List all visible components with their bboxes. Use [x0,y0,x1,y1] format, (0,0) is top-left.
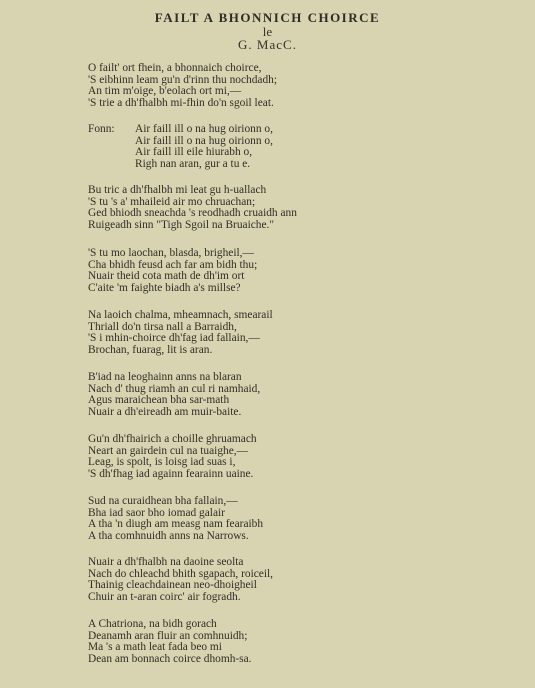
verse-line: Deanamh aran fluir an comhnuidh; [88,629,248,642]
verse-line: Dean am bonnach coirce dhomh-sa. [88,653,252,666]
verse-line: Nuair a dh'eireadh am muir-baite. [88,406,242,419]
verse-line: C'aite 'm faighte biadh a's millse? [88,282,241,295]
verse-line: Bha iad saor bho iomad galair [88,506,225,519]
verse-line: 'S tu mo laochan, blasda, brigheil,— [88,247,254,259]
stanza-5 [88,310,528,357]
verse-line: Chuir an t-aran coirc' air fogradh. [88,591,241,604]
verse-line: Cha bhidh feusd ach far am bidh thu; [88,258,258,271]
verse-line: Nach do chleachd bhith sgapach, roiceil, [88,567,274,580]
verse-line: 'S dh'fhag iad againn fearainn uaine. [88,468,254,481]
verse-line: An tim m'oige, b'eolach ort mi,— [88,85,242,98]
stanza-10 [88,619,528,666]
verse-line: Bu tric a dh'fhalbh mi leat gu h-uallach [88,184,267,196]
verse-line: B'iad na leoghainn anns na blaran [88,371,242,383]
verse-line: Brochan, fuarag, lit is aran. [88,344,213,357]
verse-line: Ged bhiodh sneachda 's reodhadh cruaidh ann [88,207,297,220]
verse-line: Nuair a dh'fhalbh na daoine seolta [88,556,244,568]
verse-line: A tha comhnuidh anns na Narrows. [88,530,249,543]
poem-title: FAILT A BHONNICH CHOIRCE [154,10,381,25]
verse-line: 'S tu 's a' mhaileid air mo chruachan; [88,195,256,208]
verse-line: Fonn: Air faill ill o na hug oirionn o, [88,123,273,135]
verse-line: Thainig cleachdainean neo-dhoigheil [88,579,257,592]
verse-line: 'S eibhinn leam gu'n d'rinn thu nochdadh; [88,73,278,86]
verse-line: Ruigeadh sinn "Tigh Sgoil na Bruaiche." [88,219,275,232]
stanza-4 [88,248,528,295]
stanza-3 [88,185,528,232]
verse-line: Agus maraichean bha sar-math [88,394,230,407]
chorus [88,124,528,171]
verse-line: Ma 's a math leat fada beo mi [88,641,222,654]
chorus-label: Fonn: [88,123,115,135]
verse-line: Na laoich chalma, mheamnach, smearail [88,309,273,321]
verse-line: Sud na curaidhean bha fallain,— [88,495,238,507]
verse-line: A Chatriona, na bidh gorach [88,618,217,630]
poem-author: G. MacC. [238,37,297,52]
verse-line: Air faill ill eile hiurabh o, [135,146,253,159]
stanza-6 [88,372,528,419]
verse-line: Nuair theid cota math de dh'im ort [88,270,245,283]
verse-line: Nach d' thug riamh an cul ri namhaid, [88,382,261,395]
verse-line: 'S i mhin-choirce dh'fag iad fallain,— [88,332,260,345]
verse-line: A tha 'n diugh am measg nam fearaibh [88,518,264,531]
verse-line: 'S trie a dh'fhalbh mi-fhin do'n sgoil leat. [88,97,274,110]
stanza-1 [88,63,528,110]
verse-line: Thriall do'n tirsa nall a Barraidh, [88,320,237,333]
verse-line: Gu'n dh'fhairich a choille ghruamach [88,433,257,445]
verse-line: Neart an gairdein cul na tuaighe,— [88,444,249,457]
byline: le [262,24,273,39]
verse-line: Air faill ill o na hug oirionn o, [135,134,273,147]
stanza-8 [88,496,528,543]
verse-line: O failt' ort fhein, a bhonnaich choirce, [88,62,262,74]
verse-line: Righ nan aran, gur a tu e. [135,158,251,171]
stanza-9 [88,557,528,604]
verse-line: Leag, is spolt, is loisg iad suas i, [88,456,236,469]
stanza-7 [88,434,528,481]
